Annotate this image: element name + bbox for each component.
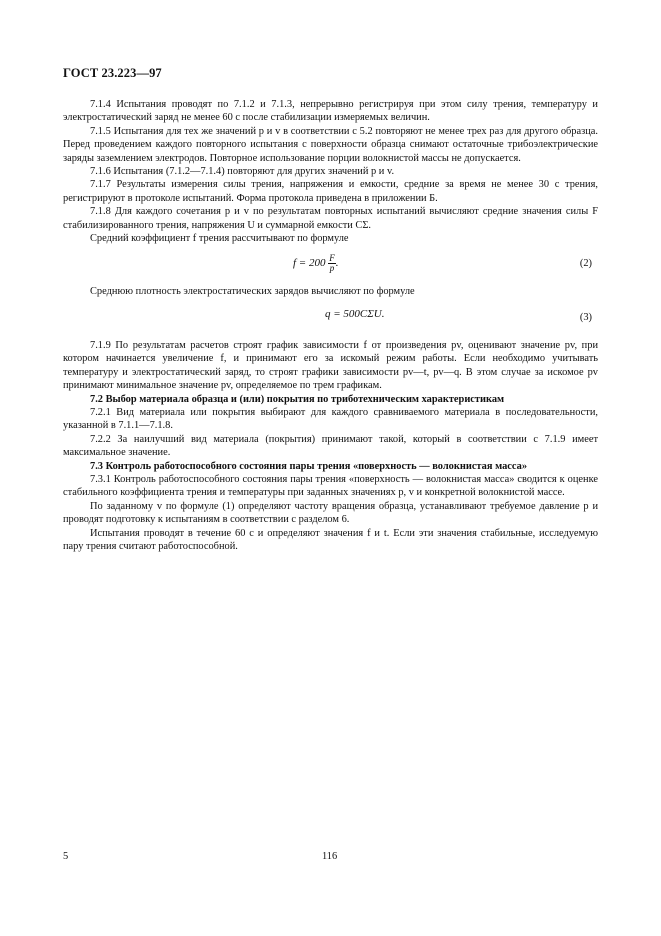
formula-2-fraction xyxy=(328,254,336,273)
formula-3-expression: q = 500CΣU. xyxy=(325,307,385,320)
paragraph-7-1-7: 7.1.7 Результаты измерения силы трения, напряжения и емкости, средние за время не менее 30 с трения, регистрируют в протоколе испытаний. Форма протокола приведена в приложении Б. xyxy=(63,179,598,204)
footer-sheet-number: 5 xyxy=(63,851,69,862)
formula-2-number: (2) xyxy=(579,258,592,270)
footer-page-number: 116 xyxy=(322,851,338,862)
formula-2-lhs: f = 200 xyxy=(293,257,326,270)
paragraph-7-2-2: 7.2.2 За наилучший вид материала (покрытия) принимают такой, который в соответствии с 7.1.9 имеет максимальное значение. xyxy=(63,433,598,459)
document-body xyxy=(63,98,598,553)
heading-7-3: 7.3 Контроль работоспособного состояния пары трения «поверхность — волокнистая масса» xyxy=(90,460,528,472)
formula-2-numerator: F xyxy=(329,253,335,264)
paragraph-rotation: По заданному v по формуле (1) определяют частоту вращения образца, устанавливают требуемое давление p и проводят подготовку к испытаниям в соответствии с разделом 6. xyxy=(63,500,598,526)
document-header: ГОСТ 23.223—97 xyxy=(63,66,162,80)
paragraph-formula-intro: Средний коэффициент f трения рассчитывают по формуле xyxy=(90,233,349,245)
paragraph-7-3-1: 7.3.1 Контроль работоспособного состояния пары трения «поверхность — волокнистая масса» сводится к оценке стабильного коэффициента трения и температуры при заданных значениях p, v и конкретной волокнистой массе. xyxy=(63,473,598,499)
paragraph-density-intro: Среднюю плотность электростатических зарядов вычисляют по формуле xyxy=(90,286,415,298)
paragraph-7-1-5: 7.1.5 Испытания для тех же значений p и v в соответствии с 5.2 повторяют не менее трех раз для другого образца. Перед проведением каждого повторного испытания с поверхности образца снимают остаточные трибоэлектрические заряды заземлением электродов. Повторное использование порции волокнистой массы не допускается. xyxy=(63,125,598,164)
formula-3-number: (3) xyxy=(579,311,592,323)
formula-2-tail: . xyxy=(335,257,339,270)
formula-2 xyxy=(63,251,598,280)
paragraph-7-2-1: 7.2.1 Вид материала или покрытия выбирают для каждого сравниваемого материала в последовательности, указанной в 7.1.1—7.1.8. xyxy=(63,406,598,432)
formula-3 xyxy=(63,305,598,334)
heading-7-2: 7.2 Выбор материала образца и (или) покрытия по триботехническим характеристикам xyxy=(90,393,505,405)
paragraph-7-1-6: 7.1.6 Испытания (7.1.2—7.1.4) повторяют для других значений p и v. xyxy=(90,166,395,178)
formula-2-denominator: p xyxy=(329,263,335,274)
formula-2-expression xyxy=(293,254,338,273)
paragraph-stability: Испытания проводят в течение 60 с и определяют значения f и t. Если эти значения стабильные, исследуемую пару трения считают работоспособной. xyxy=(63,527,598,552)
paragraph-7-1-9: 7.1.9 По результатам расчетов строят график зависимости f от произведения pv, оценивают значение pv, при котором начинается увеличение f, и принимают его за искомый режим работы. Если необходимо учитывать температуру и электростатический заряд, то строят графики зависимости pv—t, pv—q. В этом случае за искомое pv принимают минимальное значение pv, определяемое по трем графикам. xyxy=(63,339,598,392)
paragraph-7-1-4: 7.1.4 Испытания проводят по 7.1.2 и 7.1.3, непрерывно регистрируя при этом силу трения, температуру и электростатический заряд не менее 60 с после стабилизации измеряемых величин. xyxy=(63,99,598,124)
paragraph-7-1-8: 7.1.8 Для каждого сочетания p и v по результатам повторных испытаний вычисляют средние значения силы F стабилизированного трения, напряжения U и суммарной емкости CΣ. xyxy=(63,206,598,231)
